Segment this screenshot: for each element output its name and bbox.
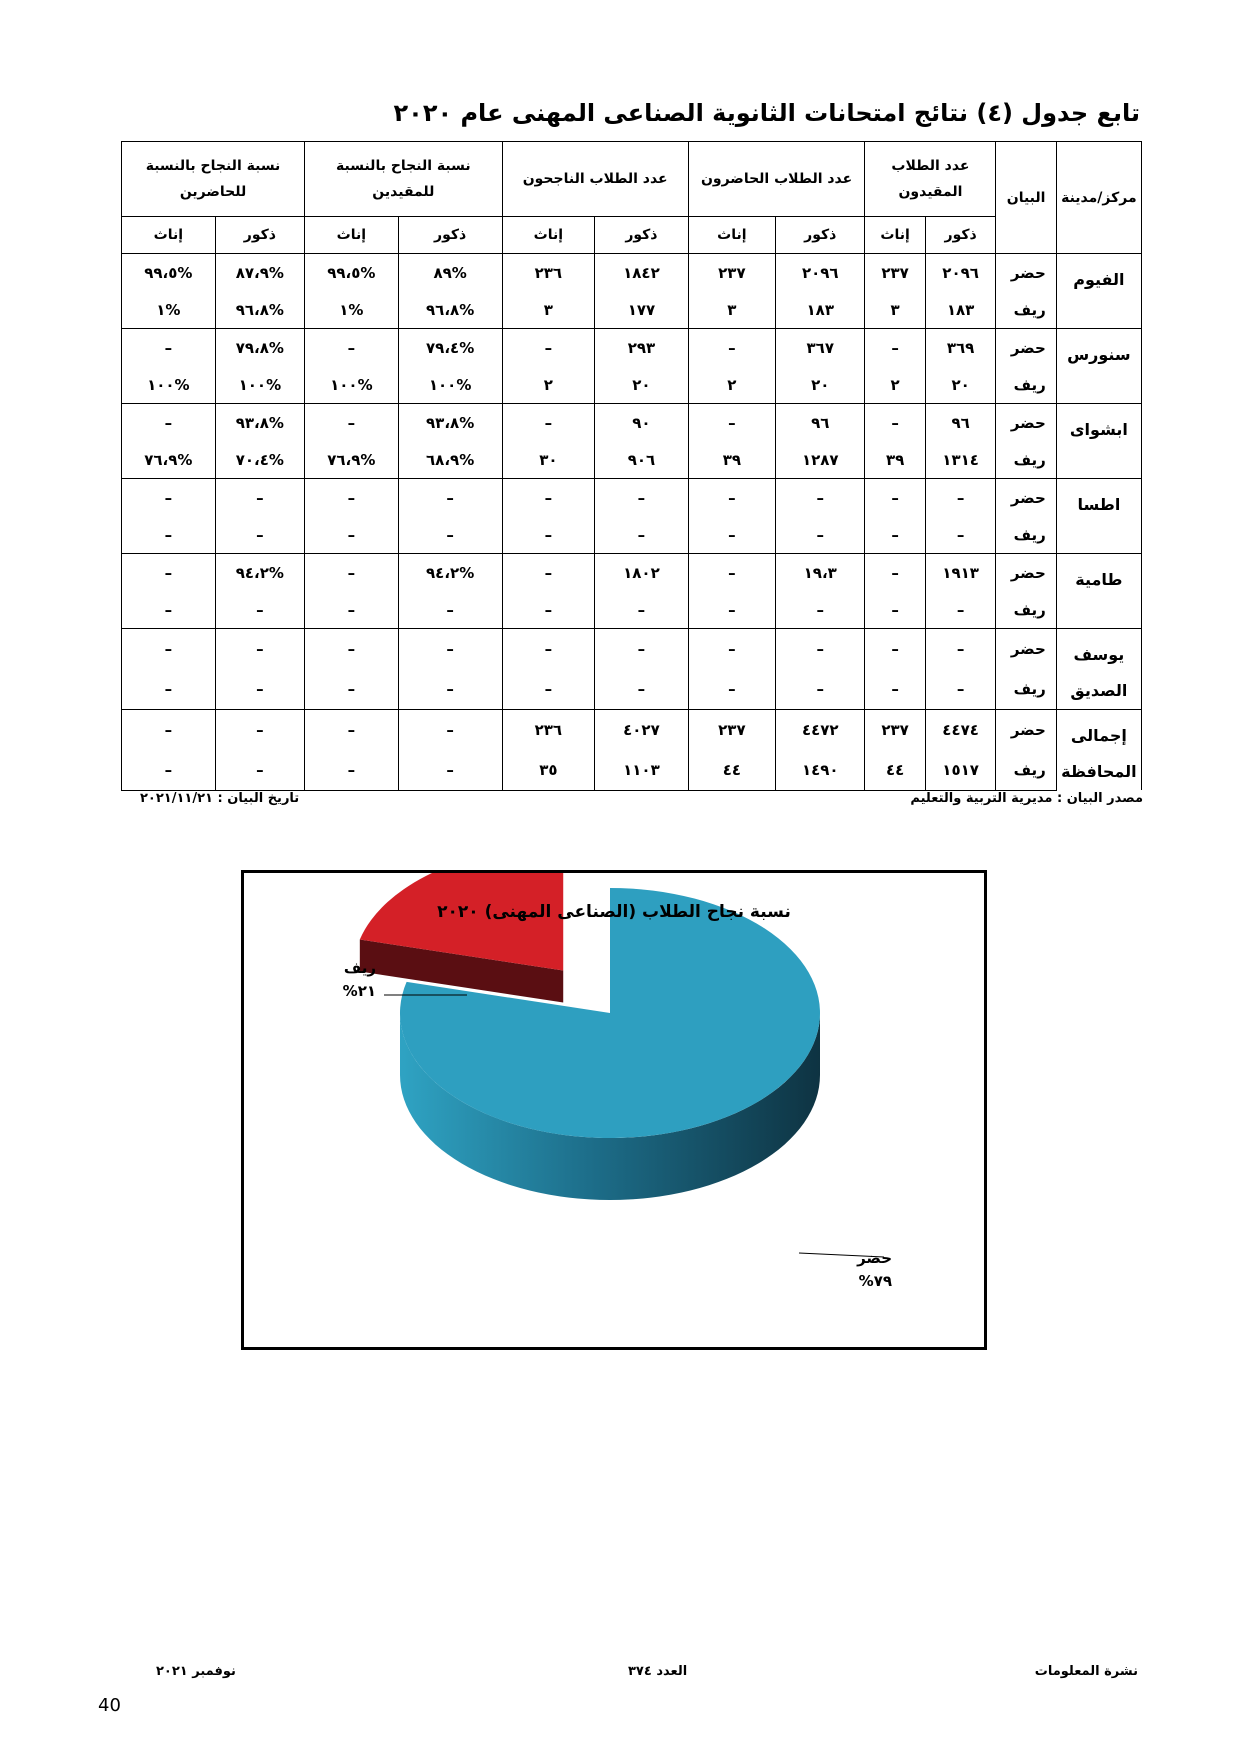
table-cell: – (502, 669, 595, 710)
table-cell: %٩٣،٨ (215, 404, 304, 442)
table-cell: – (398, 479, 502, 517)
row-label: حضر (996, 710, 1056, 750)
table-cell: %٧٩،٨ (215, 329, 304, 367)
table-cell: – (122, 554, 216, 592)
table-cell: ٤٠٢٧ (595, 710, 689, 750)
table-cell: – (215, 516, 304, 554)
footer-issue: العدد ٣٧٤ (628, 1664, 688, 1679)
table-cell: – (122, 404, 216, 442)
table-cell: – (122, 669, 216, 710)
table-cell: – (398, 591, 502, 629)
table-cell: – (215, 750, 304, 790)
table-cell: – (925, 591, 996, 629)
sub-female: إناث (865, 217, 925, 254)
table-cell: – (305, 516, 399, 554)
table-cell: – (865, 404, 925, 442)
table-cell: %٩٩،٥ (305, 254, 399, 292)
table-cell: %١ (305, 291, 399, 329)
table-cell: – (215, 479, 304, 517)
center-name: إجمالى المحافظة (1056, 710, 1141, 791)
table-cell: ٩٦ (925, 404, 996, 442)
table-cell: – (595, 591, 689, 629)
table-cell: ٣٠ (502, 441, 595, 479)
table-cell: – (305, 591, 399, 629)
table-cell: %٦٨،٩ (398, 441, 502, 479)
table-cell: – (122, 479, 216, 517)
sub-male: ذكور (215, 217, 304, 254)
table-row (122, 366, 1142, 404)
table-cell: – (305, 554, 399, 592)
table-row (122, 254, 1142, 292)
header-attended: عدد الطلاب الحاضرون (688, 142, 865, 217)
data-date: تاريخ البيان : ٢٠٢١/١١/٢١ (140, 791, 300, 806)
page-number: 40 (98, 1695, 121, 1716)
table-cell: – (776, 669, 865, 710)
table-cell: – (398, 750, 502, 790)
legend-label: ريف (343, 959, 376, 977)
table-cell: ٢٣٦ (502, 254, 595, 292)
row-label: حضر (996, 479, 1056, 517)
table-row (122, 750, 1142, 790)
table-cell: ٣٩ (688, 441, 775, 479)
table-cell: – (305, 710, 399, 750)
table-cell: – (305, 629, 399, 670)
header-registered: عدد الطلاب المقيدون (865, 142, 996, 217)
row-label: حضر (996, 404, 1056, 442)
table-cell: – (398, 629, 502, 670)
sub-female: إناث (688, 217, 775, 254)
table-row (122, 516, 1142, 554)
table-cell: ١٩١٣ (925, 554, 996, 592)
table-cell: ١٨٣ (776, 291, 865, 329)
table-row (122, 441, 1142, 479)
table-cell: – (865, 479, 925, 517)
header-rate-registered: نسبة النجاح بالنسبة للمقيدين (305, 142, 503, 217)
table-cell: – (865, 329, 925, 367)
table-row (122, 479, 1142, 517)
table-cell: ٩٦ (776, 404, 865, 442)
table-row (122, 629, 1142, 670)
table-cell: – (305, 479, 399, 517)
table-cell: %٩٦،٨ (398, 291, 502, 329)
center-name: الفيوم (1056, 254, 1141, 329)
table-cell: ٢٣٦ (502, 710, 595, 750)
chart-title: نسبة نجاح الطلاب (الصناعى المهنى) ٢٠٢٠ (437, 902, 791, 922)
table-cell: ٢ (502, 366, 595, 404)
table-cell: ٢٠ (776, 366, 865, 404)
row-label: ريف (996, 516, 1056, 554)
row-label: ريف (996, 291, 1056, 329)
table-cell: – (305, 329, 399, 367)
table-row (122, 329, 1142, 367)
table-cell: ٢٣٧ (865, 254, 925, 292)
table-cell: – (595, 629, 689, 670)
data-label: %٢١ (342, 982, 376, 1000)
table-cell: – (925, 516, 996, 554)
table-cell: %١٠٠ (215, 366, 304, 404)
table-cell: ٩٠ (595, 404, 689, 442)
sub-male: ذكور (925, 217, 996, 254)
table-cell: – (688, 629, 775, 670)
table-cell: ٣ (502, 291, 595, 329)
sub-male: ذكور (398, 217, 502, 254)
table-cell: – (398, 710, 502, 750)
table-cell: %٨٧،٩ (215, 254, 304, 292)
table-cell: – (502, 554, 595, 592)
table-cell: ٤٤ (865, 750, 925, 790)
table-row (122, 404, 1142, 442)
header-passed: عدد الطلاب الناجحون (502, 142, 688, 217)
table-cell: ٣٩ (865, 441, 925, 479)
table-cell: – (776, 479, 865, 517)
center-name: طامية (1056, 554, 1141, 629)
table-cell: – (398, 669, 502, 710)
table-cell: – (688, 669, 775, 710)
table-cell: – (122, 629, 216, 670)
table-cell: – (502, 479, 595, 517)
table-cell: %٩٤،٢ (215, 554, 304, 592)
table-cell: ١٨٠٢ (595, 554, 689, 592)
table-cell: %٩٣،٨ (398, 404, 502, 442)
header-row (122, 142, 1142, 217)
table-cell: %٨٩ (398, 254, 502, 292)
table-cell: ٤٤ (688, 750, 775, 790)
table-cell: ٣ (865, 291, 925, 329)
pie-chart (241, 870, 987, 1350)
table-cell: – (688, 554, 775, 592)
table-cell: %٧٦،٩ (305, 441, 399, 479)
table-row (122, 710, 1142, 750)
table-row (122, 591, 1142, 629)
table-cell: – (688, 516, 775, 554)
table-cell: ٤٤٧٢ (776, 710, 865, 750)
table-cell: – (305, 750, 399, 790)
table-body (122, 254, 1142, 791)
data-source: مصدر البيان : مديرية التربية والتعليم (910, 791, 1143, 806)
table-row (122, 554, 1142, 592)
table-cell: ٢٩٣ (595, 329, 689, 367)
sub-female: إناث (305, 217, 399, 254)
table-cell: – (865, 516, 925, 554)
center-name: سنورس (1056, 329, 1141, 404)
table-cell: %١٠٠ (122, 366, 216, 404)
table-cell: ١١٠٣ (595, 750, 689, 790)
center-name: اطسا (1056, 479, 1141, 554)
table-cell: %١ (122, 291, 216, 329)
table-cell: – (122, 516, 216, 554)
table-cell: – (865, 591, 925, 629)
table-cell: – (502, 404, 595, 442)
footer-date: نوفمبر ٢٠٢١ (156, 1664, 236, 1679)
table-cell: – (215, 669, 304, 710)
subheader-row (122, 217, 1142, 254)
table-row (122, 291, 1142, 329)
table-cell: – (595, 669, 689, 710)
table-cell: ٢٠٩٦ (776, 254, 865, 292)
table-cell: ٢٣٧ (865, 710, 925, 750)
table-cell: – (122, 329, 216, 367)
table-cell: – (215, 710, 304, 750)
table-cell: ٢٣٧ (688, 254, 775, 292)
table-cell: ١٨٣ (925, 291, 996, 329)
page-title: تابع جدول (٤) نتائج امتحانات الثانوية الصناعى المهنى عام ٢٠٢٠ (393, 99, 1140, 127)
table-cell: – (502, 629, 595, 670)
table-cell: ٣٦٧ (776, 329, 865, 367)
table-cell: – (305, 404, 399, 442)
table-cell: – (122, 591, 216, 629)
table-cell: ٢ (865, 366, 925, 404)
table-cell: ٤٤٧٤ (925, 710, 996, 750)
table-cell: ١٨٤٢ (595, 254, 689, 292)
header-center: مركز/مدينة (1056, 142, 1141, 254)
row-label: حضر (996, 254, 1056, 292)
table-cell: – (595, 516, 689, 554)
center-name: ابشواى (1056, 404, 1141, 479)
table-cell: – (502, 516, 595, 554)
data-label: %٧٩ (858, 1272, 892, 1290)
table-cell: – (925, 629, 996, 670)
row-label: ريف (996, 441, 1056, 479)
table-cell: %٩٤،٢ (398, 554, 502, 592)
table-cell: – (688, 404, 775, 442)
table-cell: – (776, 591, 865, 629)
table-cell: %٩٩،٥ (122, 254, 216, 292)
table-cell: – (595, 479, 689, 517)
legend-label: حضر (857, 1249, 892, 1267)
table-cell: – (122, 710, 216, 750)
table-cell: %٧٩،٤ (398, 329, 502, 367)
row-label: ريف (996, 750, 1056, 790)
table-row (122, 669, 1142, 710)
sub-female: إناث (502, 217, 595, 254)
center-name: يوسف الصديق (1056, 629, 1141, 710)
row-label: ريف (996, 366, 1056, 404)
table-cell: – (688, 591, 775, 629)
row-label: ريف (996, 669, 1056, 710)
table-cell: – (865, 629, 925, 670)
table-cell: %٩٦،٨ (215, 291, 304, 329)
table-cell: – (865, 669, 925, 710)
table-cell: – (398, 516, 502, 554)
sub-male: ذكور (776, 217, 865, 254)
table-cell: ١٢٨٧ (776, 441, 865, 479)
header-rate-attended: نسبة النجاح بالنسبة للحاضرين (122, 142, 305, 217)
table-cell: %٧٠،٤ (215, 441, 304, 479)
table-cell: ٢٠٩٦ (925, 254, 996, 292)
table-cell: %١٠٠ (398, 366, 502, 404)
row-label: حضر (996, 329, 1056, 367)
row-label: حضر (996, 629, 1056, 670)
footer-publication: نشرة المعلومات (1034, 1664, 1138, 1679)
table-cell: – (776, 516, 865, 554)
table-cell: ٢٣٧ (688, 710, 775, 750)
table-cell: ١٩،٣ (776, 554, 865, 592)
table-cell: – (865, 554, 925, 592)
header-label: البيان (996, 142, 1056, 254)
table-cell: ١٣١٤ (925, 441, 996, 479)
table-cell: ٢ (688, 366, 775, 404)
table-cell: – (925, 669, 996, 710)
table-cell: – (688, 479, 775, 517)
table-cell: – (925, 479, 996, 517)
table-cell: ١٥١٧ (925, 750, 996, 790)
row-label: حضر (996, 554, 1056, 592)
table-cell: – (215, 629, 304, 670)
table-cell: ٩٠٦ (595, 441, 689, 479)
table-cell: ٣ (688, 291, 775, 329)
sub-male: ذكور (595, 217, 689, 254)
table-cell: ٢٠ (925, 366, 996, 404)
table-cell: – (215, 591, 304, 629)
pie-chart-svg (244, 873, 984, 1347)
table-cell: – (122, 750, 216, 790)
table-cell: ١٧٧ (595, 291, 689, 329)
table-cell: – (502, 329, 595, 367)
table-cell: %٧٦،٩ (122, 441, 216, 479)
table-cell: ٢٠ (595, 366, 689, 404)
results-table (121, 141, 1142, 791)
table-cell: ٣٦٩ (925, 329, 996, 367)
table-cell: – (688, 329, 775, 367)
row-label: ريف (996, 591, 1056, 629)
table-cell: ٣٥ (502, 750, 595, 790)
table-cell: %١٠٠ (305, 366, 399, 404)
table-cell: – (305, 669, 399, 710)
table-cell: – (502, 591, 595, 629)
sub-female: إناث (122, 217, 216, 254)
table-cell: – (776, 629, 865, 670)
table-cell: ١٤٩٠ (776, 750, 865, 790)
